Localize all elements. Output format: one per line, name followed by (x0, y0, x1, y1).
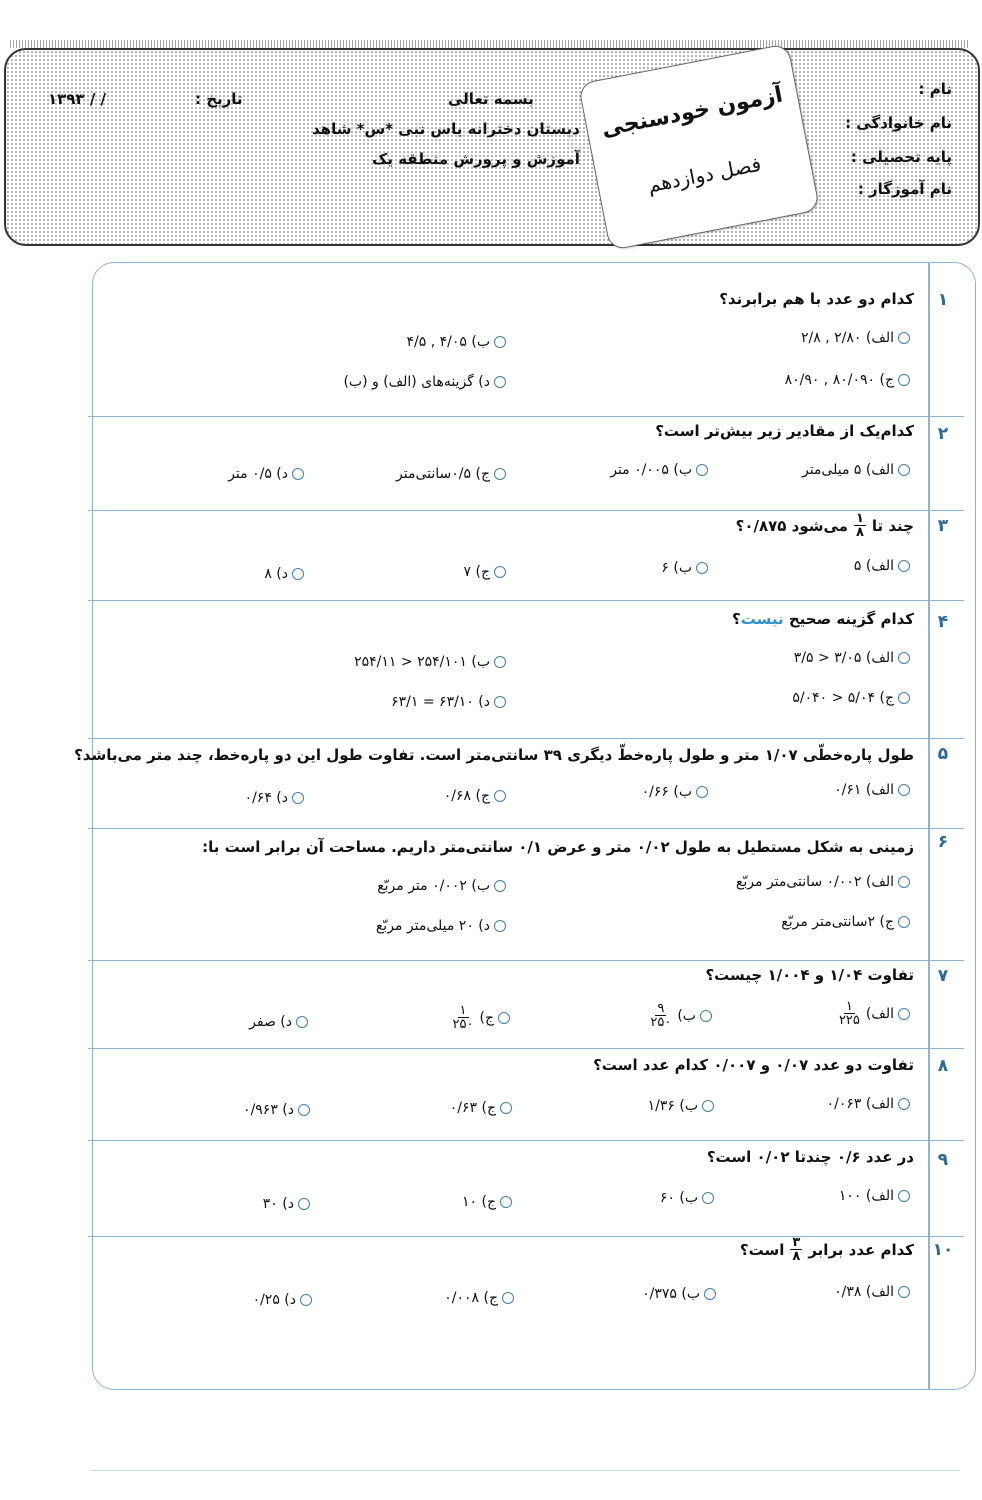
option-d[interactable]: د) ۲۰ میلی‌متر مربّع (376, 918, 506, 934)
radio-icon[interactable] (702, 1192, 714, 1204)
question-text: زمینی به شکل مستطیل به طول ۰/۰۲ متر و عرض ۰/۱ سانتی‌متر داریم. مساحت آن برابر است با: (202, 838, 914, 856)
option-c[interactable]: ج) ۵/۰۴ < ۵/۰۴۰ (792, 690, 910, 706)
option-b[interactable]: ب) ۴/۰۵ , ۴/۵ (407, 334, 507, 350)
option-c[interactable]: ج) ۰/۵سانتی‌متر (396, 466, 506, 482)
radio-icon[interactable] (300, 1294, 312, 1306)
radio-icon[interactable] (298, 1198, 310, 1210)
radio-icon[interactable] (898, 652, 910, 664)
emphasis-word: نیست (740, 610, 784, 628)
question-number: ۱۰ (932, 1240, 954, 1260)
option-d[interactable]: د) ۰/۵ متر (228, 466, 304, 482)
radio-icon[interactable] (494, 336, 506, 348)
question-number: ۹ (937, 1150, 949, 1170)
radio-icon[interactable] (696, 786, 708, 798)
stamp-title: آزمون خودسنجی (599, 82, 785, 142)
question-number: ۸ (937, 1056, 949, 1076)
option-c[interactable]: ج) ۰/۶۸ (444, 788, 506, 804)
option-c[interactable]: ج) ۷ (464, 564, 506, 580)
row-separator (88, 828, 964, 829)
option-a[interactable]: الف) ۱۰۰ (839, 1188, 910, 1204)
radio-icon[interactable] (898, 692, 910, 704)
radio-icon[interactable] (898, 1190, 910, 1202)
option-a[interactable]: الف) ۰/۶۱ (834, 782, 910, 798)
teacher-field-label: نام آموزگار : (857, 180, 952, 198)
option-d[interactable]: د) گزینه‌های (الف) و (ب) (343, 374, 506, 390)
row-separator (88, 416, 964, 417)
option-c[interactable]: ج) ۰/۶۳ (450, 1100, 512, 1116)
row-separator (88, 1140, 964, 1141)
radio-icon[interactable] (298, 1104, 310, 1116)
radio-icon[interactable] (898, 560, 910, 572)
district-name: آموزش و پرورش منطقه یک (372, 150, 580, 168)
option-a[interactable]: الف) ۵ (854, 558, 910, 574)
option-b[interactable]: ب) ۱/۳۶ (648, 1098, 714, 1114)
question-text: تفاوت ۱/۰۴ و ۱/۰۰۴ چیست؟ (705, 966, 914, 984)
radio-icon[interactable] (494, 920, 506, 932)
radio-icon[interactable] (898, 332, 910, 344)
radio-icon[interactable] (898, 1286, 910, 1298)
option-d[interactable]: د) ۳۰ (263, 1196, 310, 1212)
question-text: طول پاره‌خطّی ۱/۰۷ متر و طول پاره‌خطّ دیگری ۳۹ سانتی‌متر است. تفاوت طول این دو پاره‌خط، چند متر می‌باشد؟ (74, 746, 914, 764)
option-a[interactable]: الف) ۰/۰۰۲ سانتی‌متر مربّع (736, 874, 910, 890)
option-d[interactable]: د) ۰/۲۵ (253, 1292, 312, 1308)
option-d[interactable]: د) ۶۳/۱۰ = ۶۳/۱ (391, 694, 506, 710)
page-bottom-rule (90, 1470, 960, 1471)
radio-icon[interactable] (702, 1100, 714, 1112)
question-number: ۴ (937, 612, 949, 632)
question-number: ۵ (937, 744, 949, 764)
option-b[interactable]: ب) ۶۰ (660, 1190, 714, 1206)
question-text: کدام گزینه صحیح نیست؟ (732, 610, 914, 628)
option-d[interactable]: د) ۰/۶۴ (245, 790, 304, 806)
option-c[interactable]: ج) ۰/۰۰۸ (444, 1290, 514, 1306)
fraction: $\frac{۳}{۸}$ (792, 1235, 801, 1264)
radio-icon[interactable] (898, 1008, 910, 1020)
question-number: ۳ (937, 516, 949, 536)
option-a[interactable]: الف) ۰/۳۸ (834, 1284, 910, 1300)
row-separator (88, 600, 964, 601)
question-text: تفاوت دو عدد ۰/۰۷ و ۰/۰۰۷ کدام عدد است؟ (593, 1056, 914, 1074)
number-column-divider (928, 262, 930, 1390)
row-separator (88, 1048, 964, 1049)
option-c[interactable]: ج) ۲سانتی‌متر مربّع (781, 914, 910, 930)
radio-icon[interactable] (704, 1288, 716, 1300)
radio-icon[interactable] (700, 1010, 712, 1022)
family-field-label: نام خانوادگی : (845, 114, 952, 132)
question-text: کدام دو عدد با هم برابرند؟ (719, 290, 914, 308)
option-d[interactable]: د) صفر (249, 1014, 308, 1030)
radio-icon[interactable] (494, 376, 506, 388)
name-field-label: نام : (918, 80, 952, 98)
radio-icon[interactable] (898, 916, 910, 928)
question-number: ۶ (937, 832, 949, 852)
radio-icon[interactable] (696, 464, 708, 476)
radio-icon[interactable] (500, 1196, 512, 1208)
radio-icon[interactable] (898, 784, 910, 796)
question-text: کدام‌یک از مقادیر زیر بیش‌تر است؟ (655, 422, 914, 440)
radio-icon[interactable] (292, 468, 304, 480)
option-c[interactable]: ج) ۸۰/۰۹۰ , ۸۰/۹۰ (785, 372, 910, 388)
fraction: $\frac{۱}{۲۲۵}$ (838, 999, 860, 1028)
radio-icon[interactable] (494, 468, 506, 480)
radio-icon[interactable] (494, 696, 506, 708)
date-value: / / ۱۳۹۳ (48, 90, 107, 108)
radio-icon[interactable] (898, 876, 910, 888)
row-separator (88, 960, 964, 961)
question-text: چند تا $\frac{۱}{۸}$ می‌شود ۰/۸۷۵؟ (735, 511, 914, 540)
bismillah: بسمه تعالی (448, 90, 534, 108)
radio-icon[interactable] (898, 374, 910, 386)
grade-field-label: پایه تحصیلی : (850, 148, 952, 166)
option-a[interactable]: الف) ۵ میلی‌متر (802, 462, 910, 478)
option-b[interactable]: ب) ۶ (661, 560, 708, 576)
option-b[interactable]: ب) ۰/۰۰۵ متر (610, 462, 708, 478)
fraction: $\frac{۱}{۸}$ (855, 511, 864, 540)
option-c[interactable]: ج) ۱۰ (462, 1194, 512, 1210)
option-d[interactable]: د) ۸ (264, 566, 304, 582)
option-c[interactable]: ج) $\frac{۱}{۲۵۰}$ (451, 1004, 510, 1031)
date-label: تاریخ : (195, 90, 243, 108)
option-a[interactable]: الف) $\frac{۱}{۲۲۵}$ (837, 1000, 910, 1027)
radio-icon[interactable] (502, 1292, 514, 1304)
radio-icon[interactable] (494, 566, 506, 578)
radio-icon[interactable] (494, 880, 506, 892)
row-separator (88, 738, 964, 739)
fraction: $\frac{۱}{۲۵۰}$ (452, 1003, 474, 1032)
radio-icon[interactable] (898, 464, 910, 476)
question-text: در عدد ۰/۶ چندتا ۰/۰۲ است؟ (706, 1148, 914, 1166)
option-a[interactable]: الف) ۰/۰۶۳ (827, 1096, 910, 1112)
header-edge (10, 40, 970, 48)
radio-icon[interactable] (494, 790, 506, 802)
exam-header (4, 48, 980, 246)
radio-icon[interactable] (898, 1098, 910, 1110)
option-b[interactable]: ب) ۰/۳۷۵ (642, 1286, 716, 1302)
radio-icon[interactable] (498, 1012, 510, 1024)
row-separator (88, 510, 964, 511)
fraction: $\frac{۹}{۲۵۰}$ (650, 1001, 672, 1030)
school-name: دبستان دخترانه یاس نبی *س* شاهد (312, 120, 580, 138)
radio-icon[interactable] (292, 792, 304, 804)
option-b[interactable]: ب) ۰/۶۶ (642, 784, 708, 800)
question-number: ۲ (937, 424, 949, 444)
option-d[interactable]: د) ۰/۹۶۳ (243, 1102, 310, 1118)
option-b[interactable]: ب) $\frac{۹}{۲۵۰}$ (648, 1002, 712, 1029)
question-text: کدام عدد برابر $\frac{۳}{۸}$ است؟ (739, 1235, 914, 1264)
option-a[interactable]: الف) ۲/۸۰ , ۲/۸ (801, 330, 910, 346)
radio-icon[interactable] (292, 568, 304, 580)
option-b[interactable]: ب) ۲۵۴/۱۰۱ < ۲۵۴/۱۱ (354, 654, 506, 670)
question-number: ۱ (937, 290, 949, 310)
option-b[interactable]: ب) ۰/۰۰۲ متر مربّع (377, 878, 506, 894)
stamp-subtitle: فصل دوازدهم (645, 151, 764, 198)
question-number: ۷ (937, 966, 949, 986)
radio-icon[interactable] (696, 562, 708, 574)
option-a[interactable]: الف) ۳/۰۵ < ۳/۵ (794, 650, 910, 666)
radio-icon[interactable] (494, 656, 506, 668)
radio-icon[interactable] (500, 1102, 512, 1114)
radio-icon[interactable] (296, 1016, 308, 1028)
